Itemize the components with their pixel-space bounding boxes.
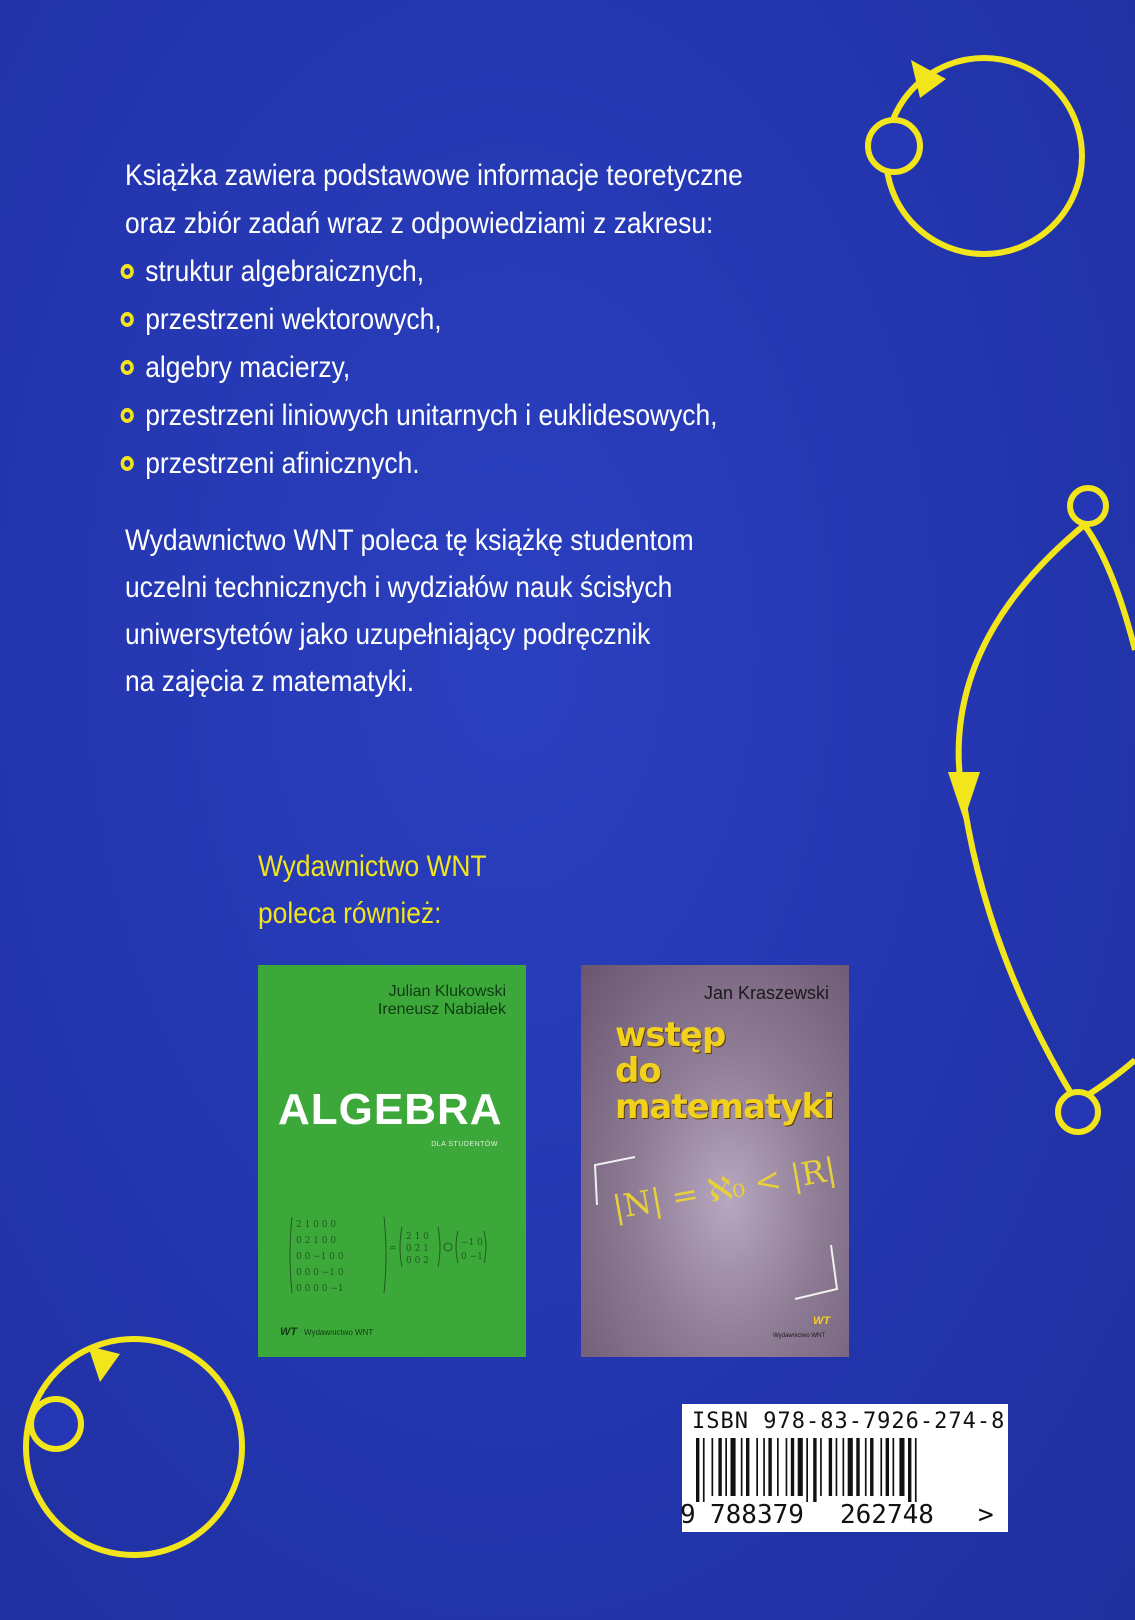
arrow-head-right xyxy=(948,772,980,820)
barcode-bar xyxy=(880,1438,882,1496)
publisher-logo-icon: WT xyxy=(280,1326,298,1338)
barcode-bar xyxy=(899,1438,904,1496)
barcode-bar xyxy=(886,1438,889,1496)
bullet-circle-icon xyxy=(121,360,134,375)
recommendation-text xyxy=(125,517,759,705)
book-cover-algebra xyxy=(258,965,526,1357)
barcode-bar xyxy=(731,1438,736,1496)
svg-text:0 0 −1 0 0: 0 0 −1 0 0 xyxy=(296,1252,344,1262)
barcode-bar xyxy=(725,1438,727,1496)
recommendation-line: na zajęcia z matematyki. xyxy=(125,665,415,698)
orbit-node-right-top xyxy=(1070,488,1106,524)
book-title: ALGEBRA xyxy=(278,1085,503,1134)
barcode-bar xyxy=(870,1438,873,1496)
svg-text:0 0 2: 0 0 2 xyxy=(406,1256,429,1266)
barcode-bar xyxy=(768,1438,771,1496)
svg-text:−1 0: −1 0 xyxy=(461,1238,483,1248)
barcode-bar xyxy=(696,1438,699,1502)
barcode-bar xyxy=(763,1438,765,1496)
also-recommends-heading: Wydawnictwo WNT poleca również: xyxy=(258,850,487,930)
barcode-bar xyxy=(843,1438,845,1496)
book-cover-wstep-do-matematyki xyxy=(581,965,849,1357)
barcode-bar xyxy=(791,1438,794,1496)
barcode-bar xyxy=(718,1438,721,1496)
barcode-bar xyxy=(848,1438,853,1496)
orbit-node-right-bottom xyxy=(1058,1092,1098,1132)
intro-text xyxy=(125,152,759,488)
svg-text:2 1 0: 2 1 0 xyxy=(406,1232,429,1242)
publisher-logo-icon: WT xyxy=(813,1315,831,1327)
barcode-bar xyxy=(777,1438,779,1496)
barcode-bar xyxy=(908,1438,911,1502)
svg-text:0 0 0 −1 0: 0 0 0 −1 0 xyxy=(296,1268,344,1278)
svg-text:0 2 1 0 0: 0 2 1 0 0 xyxy=(296,1236,337,1246)
barcode-bar xyxy=(806,1438,808,1502)
recommendation-line: uniwersytetów jako uzupełniający podręcznik xyxy=(125,618,651,651)
barcode-bar xyxy=(746,1438,749,1496)
intro-line-2: oraz zbiór zadań wraz z odpowiedziami z zakresu: xyxy=(125,207,714,240)
barcode-bar xyxy=(856,1438,859,1496)
barcode-bar xyxy=(756,1438,758,1496)
svg-text:0 −1: 0 −1 xyxy=(461,1252,483,1262)
recommendation-line: uczelni technicznych i wydziałów nauk ścisłych xyxy=(125,571,673,604)
svg-text:2 1 0 0 0: 2 1 0 0 0 xyxy=(296,1220,337,1230)
book-formula: |N| = ℵ₀ < |R| xyxy=(609,1150,840,1227)
topic-item: przestrzeni afinicznych. xyxy=(121,440,759,488)
topic-item: przestrzeni wektorowych, xyxy=(121,296,759,344)
orbit-arc-right xyxy=(959,522,1088,1100)
barcode-bar xyxy=(813,1438,816,1502)
book-subtitle: DLA STUDENTÓW xyxy=(431,1141,498,1148)
svg-text:0 0 0 0 −1: 0 0 0 0 −1 xyxy=(296,1284,344,1294)
arrow-head-bottom xyxy=(88,1346,120,1382)
matrix-illustration xyxy=(288,1215,498,1295)
bullet-circle-icon xyxy=(121,312,134,327)
isbn-barcode-block: ISBN 978-83-7926-274-8 9 788379 262748 > xyxy=(682,1404,1008,1532)
book-publisher: Wydawnictwo WNT xyxy=(773,1333,825,1339)
barcode-bar xyxy=(703,1438,705,1502)
barcode-bar xyxy=(741,1438,743,1496)
svg-text:0 2 1: 0 2 1 xyxy=(406,1244,429,1254)
barcode-icon xyxy=(696,1438,976,1502)
barcode-bar xyxy=(865,1438,867,1496)
orbit-node-bottom xyxy=(31,1399,81,1449)
bullet-circle-icon xyxy=(121,408,134,423)
book-title: wstęp do matematyki xyxy=(615,1015,834,1127)
barcode-bar xyxy=(712,1438,714,1496)
intro-line-1: Książka zawiera podstawowe informacje teoretyczne xyxy=(125,159,743,192)
bullet-circle-icon xyxy=(121,456,134,471)
book-author: Jan Kraszewski xyxy=(703,983,829,1003)
topic-list xyxy=(125,248,759,488)
recommendation-line: Wydawnictwo WNT poleca tę książkę studentom xyxy=(125,524,694,557)
barcode-bar xyxy=(893,1438,895,1496)
book-publisher: Wydawnictwo WNT xyxy=(304,1328,374,1337)
bullet-circle-icon xyxy=(121,264,134,279)
barcode-bar xyxy=(798,1438,803,1496)
svg-text:=: = xyxy=(389,1244,397,1254)
topic-item: struktur algebraicznych, xyxy=(121,248,759,296)
barcode-bar xyxy=(836,1438,838,1496)
topic-item: algebry macierzy, xyxy=(121,344,759,392)
book-authors: Julian Klukowski Ireneusz Nabiałek xyxy=(377,983,506,1018)
barcode-bar xyxy=(915,1438,917,1502)
barcode-bar xyxy=(820,1438,822,1496)
barcode-bar xyxy=(829,1438,832,1496)
isbn-label: ISBN 978-83-7926-274-8 xyxy=(692,1409,1006,1434)
barcode-bar xyxy=(786,1438,788,1496)
orbit-node-top xyxy=(868,120,920,172)
topic-item: przestrzeni liniowych unitarnych i euklidesowych, xyxy=(121,392,759,440)
